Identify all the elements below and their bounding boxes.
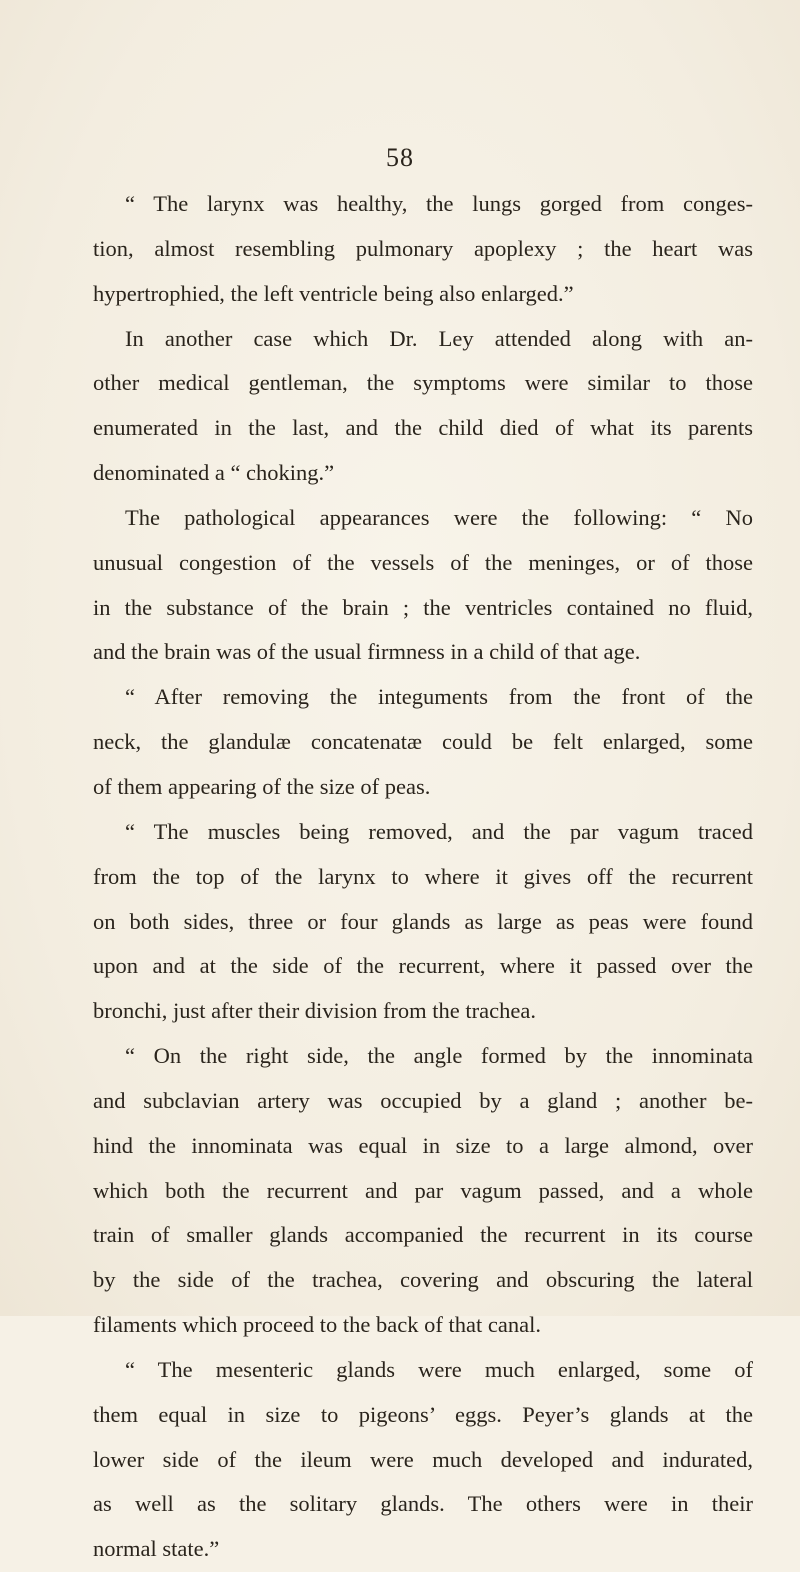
text-line: tion, almost resembling pulmonary apoplexy ; the heart was — [93, 235, 753, 261]
text-line: in the substance of the brain ; the ventricles contained no fluid, — [93, 594, 753, 620]
text-line: lower side of the ileum were much developed and indurated, — [93, 1446, 753, 1472]
text-line: filaments which proceed to the back of that canal. — [93, 1312, 541, 1338]
text-line: which both the recurrent and par vagum passed, and a whole — [93, 1177, 753, 1203]
text-line: hypertrophied, the left ventricle being also enlarged.” — [93, 280, 574, 306]
text-line: neck, the glandulæ concatenatæ could be felt enlarged, some — [93, 729, 753, 755]
text-line: “ On the right side, the angle formed by the innominata — [125, 1043, 753, 1069]
text-line: train of smaller glands accompanied the recurrent in its course — [93, 1222, 753, 1248]
text-line: “ The mesenteric glands were much enlarged, some of — [125, 1356, 753, 1382]
text-line: denominated a “ choking.” — [93, 460, 335, 486]
text-line: as well as the solitary glands. The others were in their — [93, 1491, 753, 1517]
text-line: and subclavian artery was occupied by a gland ; another be- — [93, 1087, 753, 1113]
text-line: by the side of the trachea, covering and obscuring the lateral — [93, 1267, 753, 1293]
text-line: hind the innominata was equal in size to a large almond, over — [93, 1132, 753, 1158]
text-line: them equal in size to pigeons’ eggs. Peyer’s glands at the — [93, 1401, 753, 1427]
text-line: bronchi, just after their division from the trachea. — [93, 998, 536, 1024]
text-line: normal state.” — [93, 1536, 220, 1562]
text-line: of them appearing of the size of peas. — [93, 773, 431, 799]
text-line: upon and at the side of the recurrent, where it passed over the — [93, 953, 753, 979]
text-line: “ After removing the integuments from the front of the — [125, 684, 753, 710]
text-line: In another case which Dr. Ley attended along with an- — [125, 325, 753, 351]
text-line: The pathological appearances were the following: “ No — [125, 504, 753, 530]
text-line: and the brain was of the usual firmness in a child of that age. — [93, 639, 641, 665]
body-text — [93, 182, 753, 1572]
text-line: on both sides, three or four glands as large as peas were found — [93, 908, 753, 934]
text-line: “ The larynx was healthy, the lungs gorged from conges- — [125, 191, 753, 216]
text-line: other medical gentleman, the symptoms were similar to those — [93, 370, 753, 396]
text-line: unusual congestion of the vessels of the meninges, or of those — [93, 549, 753, 575]
text-line: from the top of the larynx to where it gives off the recurrent — [93, 863, 753, 889]
text-line: “ The muscles being removed, and the par vagum traced — [125, 818, 753, 844]
text-line: enumerated in the last, and the child died of what its parents — [93, 415, 753, 441]
page-number: 58 — [386, 143, 414, 172]
